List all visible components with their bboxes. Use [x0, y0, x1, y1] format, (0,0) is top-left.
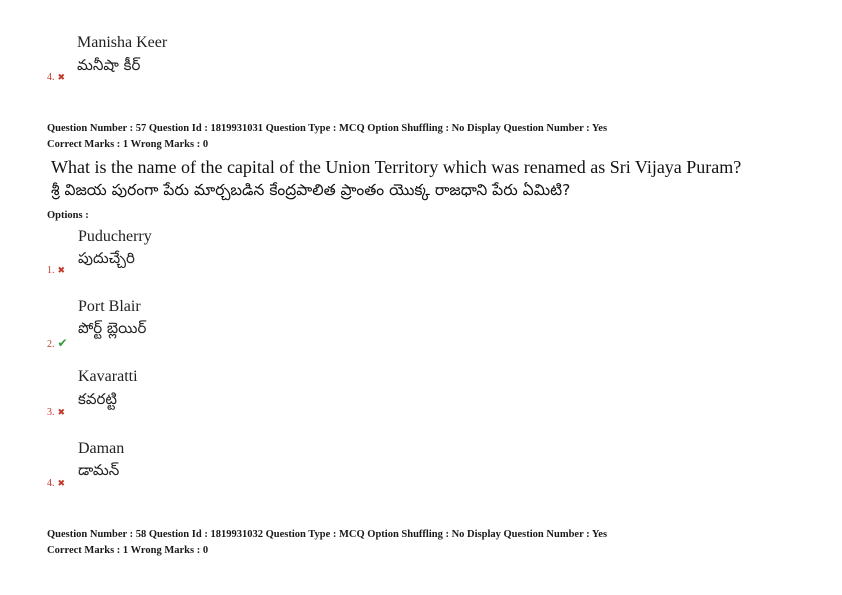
option-3-english: Kavaratti	[78, 368, 138, 385]
option-1-number: 1.	[47, 265, 55, 276]
option-3-number-row	[47, 407, 65, 418]
option-4-number-row	[47, 478, 65, 489]
option-1-english: Puducherry	[78, 228, 152, 245]
question-57-text-telugu: శ్రీ విజయ పురంగా పేరు మార్చబడిన కేంద్రపాలిత ప్రాంతం యొక్క రాజధాని పేరు ఏమిటి?	[51, 181, 571, 199]
question-58-marks: Correct Marks : 1 Wrong Marks : 0	[47, 545, 209, 556]
option-4-number: 4.	[47, 478, 55, 489]
option-3-telugu: కవరట్టి	[78, 390, 117, 408]
options-label: Options :	[47, 210, 89, 221]
prev-option-english: Manisha Keer	[77, 34, 168, 51]
prev-option-number: 4.	[47, 72, 55, 83]
option-2-number-row	[47, 336, 68, 351]
option-2-telugu: పోర్ట్ బ్లెయిర్	[78, 319, 147, 337]
question-57-text-english: What is the name of the capital of the Union Territory which was renamed as Sri Vijaya Puram?	[51, 157, 742, 177]
question-57-meta: Question Number : 57 Question Id : 1819931031 Question Type : MCQ Option Shuffling : No Display Question Number : Yes	[47, 123, 608, 134]
option-3-number: 3.	[47, 407, 55, 418]
cross-icon: ✖	[57, 478, 66, 488]
cross-icon: ✖	[57, 265, 66, 275]
option-4-english: Daman	[78, 440, 125, 457]
cross-icon: ✖	[57, 72, 66, 82]
cross-icon: ✖	[57, 407, 66, 417]
option-2-number: 2.	[47, 339, 55, 350]
prev-option-telugu: మనీషా కీర్	[77, 56, 141, 74]
option-2-english: Port Blair	[78, 298, 141, 315]
prev-option-number-row	[47, 72, 65, 83]
option-1-number-row	[47, 265, 65, 276]
option-4-telugu: డామన్	[78, 461, 120, 479]
check-icon: ✔	[57, 336, 68, 350]
option-1-telugu: పుదుచ్చేరి	[78, 249, 135, 267]
question-57-marks: Correct Marks : 1 Wrong Marks : 0	[47, 139, 209, 150]
question-58-meta: Question Number : 58 Question Id : 1819931032 Question Type : MCQ Option Shuffling : No Display Question Number : Yes	[47, 529, 608, 540]
